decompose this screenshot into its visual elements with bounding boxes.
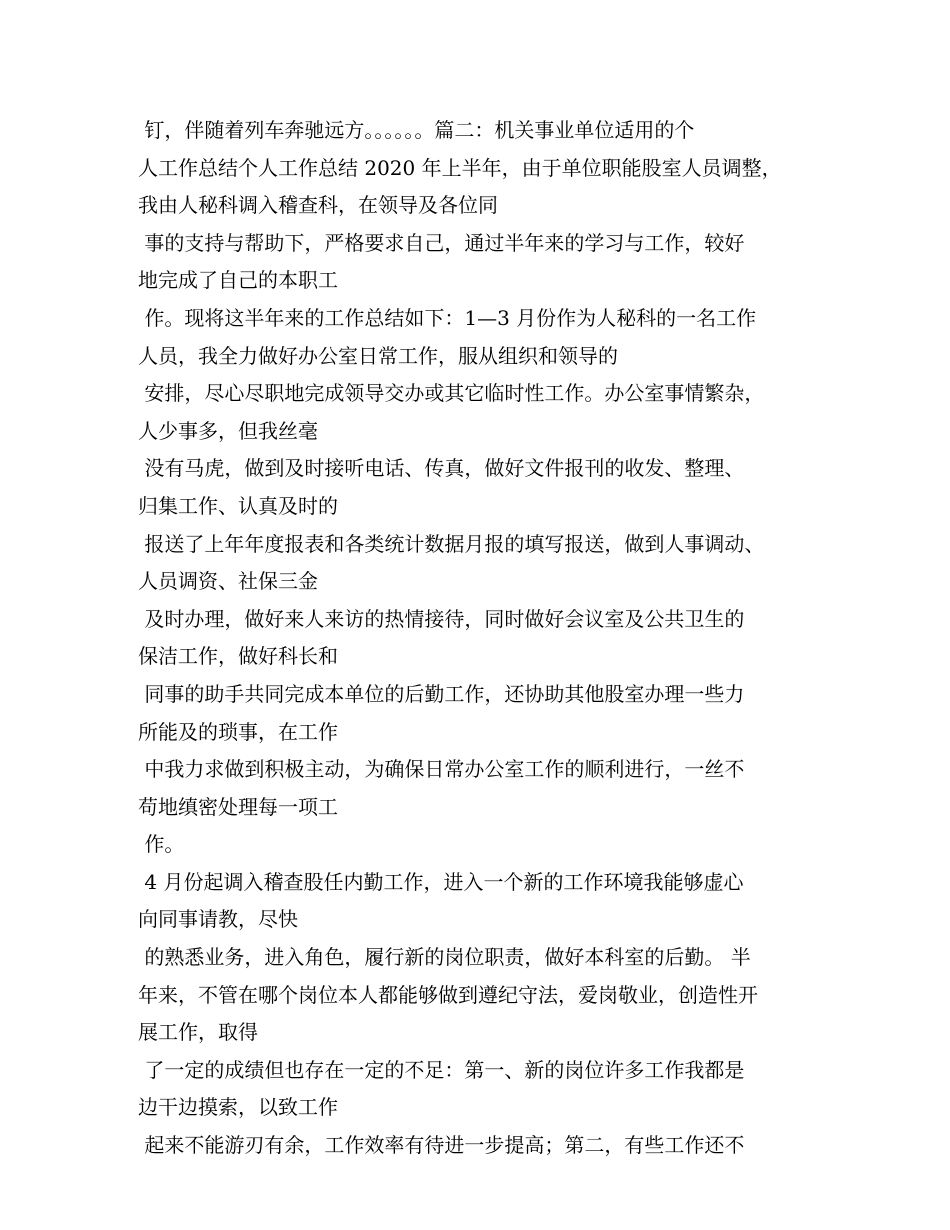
text-line: 人员调资、社保三金 xyxy=(138,569,318,594)
text-line: 安排，尽心尽职地完成领导交办或其它临时性工作。办公室事情繁杂， xyxy=(138,381,765,406)
text-line: 没有马虎，做到及时接听电话、传真，做好文件报刊的收发、整理、 xyxy=(138,456,745,481)
text-line: 边干边摸索，以致工作 xyxy=(138,1095,338,1120)
text-line: 人少事多，但我丝毫 xyxy=(138,418,318,443)
text-line: 及时办理，做好来人来访的热情接待，同时做好会议室及公共卫生的 xyxy=(138,606,745,631)
text-line: 人员，我全力做好办公室日常工作，服从组织和领导的 xyxy=(138,343,618,368)
text-line: 向同事请教，尽快 xyxy=(138,907,298,932)
text-line: 同事的助手共同完成本单位的后勤工作，还协助其他股室办理一些力 xyxy=(138,681,745,706)
text-line: 作。现将这半年来的工作总结如下：1—3 月份作为人秘科的一名工作 xyxy=(138,305,757,330)
text-line: 年来，不管在哪个岗位本人都能够做到遵纪守法，爱岗敬业，创造性开 xyxy=(138,982,758,1007)
text-line: 展工作，取得 xyxy=(138,1020,258,1045)
text-line: 归集工作、认真及时的 xyxy=(138,493,338,518)
text-line: 中我力求做到积极主动，为确保日常办公室工作的顺利进行，一丝不 xyxy=(138,757,745,782)
text-line: 我由人秘科调入稽查科，在领导及各位同 xyxy=(138,193,498,218)
text-line: 起来不能游刃有余，工作效率有待进一步提高；第二，有些工作还不 xyxy=(138,1133,745,1158)
text-line: 苟地缜密处理每一项工 xyxy=(138,794,338,819)
text-line: 作。 xyxy=(138,832,185,857)
text-line: 4 月份起调入稽查股任内勤工作，进入一个新的工作环境我能够虚心 xyxy=(138,869,744,894)
text-line: 地完成了自己的本职工 xyxy=(138,268,338,293)
text-line: 事的支持与帮助下，严格要求自己，通过半年来的学习与工作，较好 xyxy=(138,230,745,255)
text-line: 所能及的琐事，在工作 xyxy=(138,719,338,744)
text-line: 的熟悉业务，进入角色，履行新的岗位职责，做好本科室的后勤。 半 xyxy=(138,945,751,970)
text-line: 钉，伴随着列车奔驰远方。。。。。。篇二：机关事业单位适用的个 xyxy=(138,118,695,142)
text-line: 了一定的成绩但也存在一定的不足：第一、新的岗位许多工作我都是 xyxy=(138,1057,745,1082)
text-line: 人工作总结个人工作总结 2020 年上半年，由于单位职能股室人员调整， xyxy=(138,155,782,180)
text-line: 报送了上年年度报表和各类统计数据月报的填写报送，做到人事调动、 xyxy=(138,531,765,556)
document-body xyxy=(138,112,828,1165)
text-line: 保洁工作，做好科长和 xyxy=(138,644,338,669)
